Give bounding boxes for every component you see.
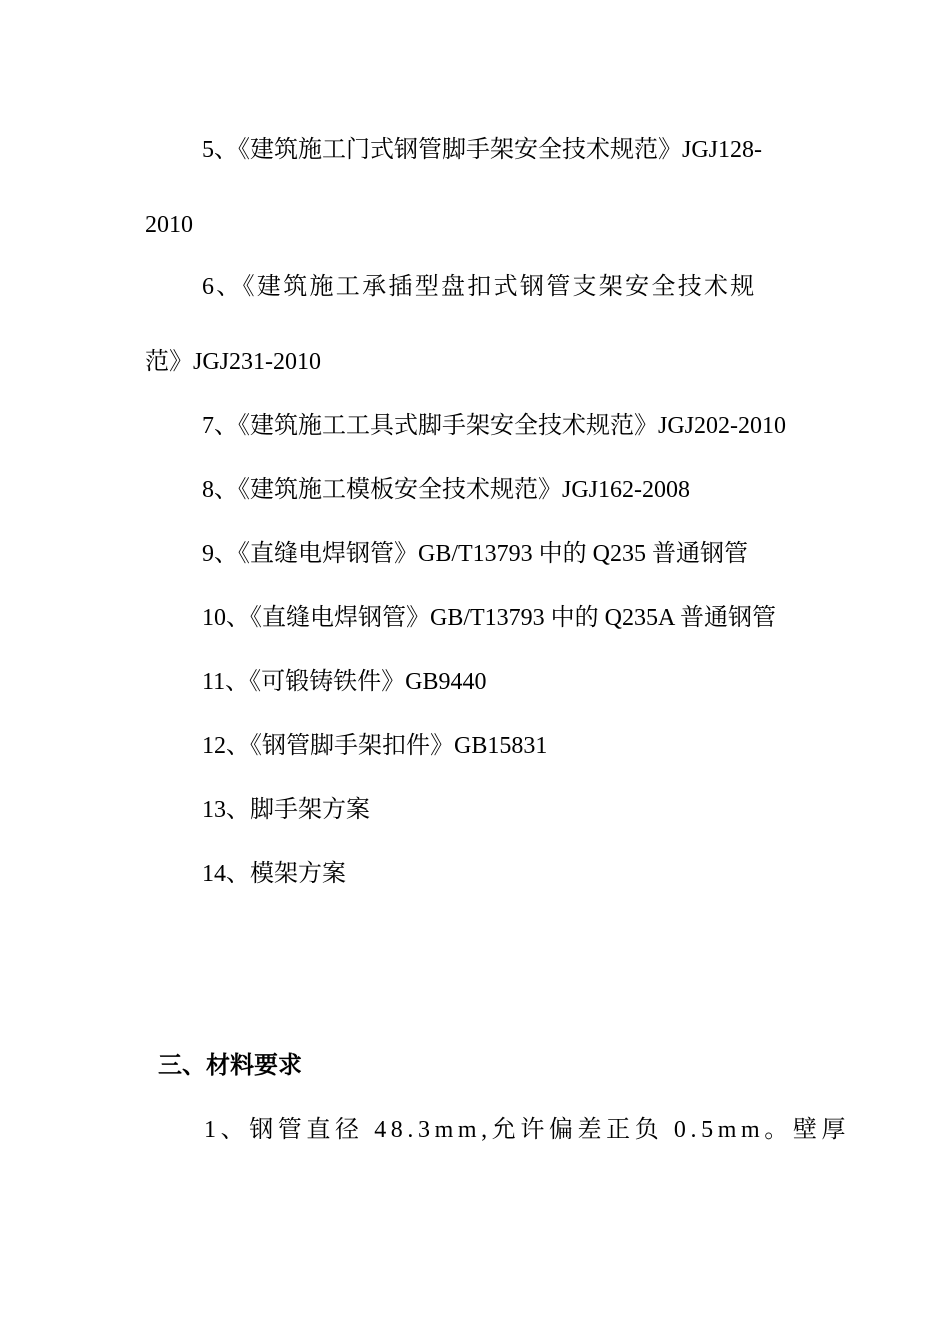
reference-item-6: 6、《建筑施工承插型盘扣式钢管支架安全技术规 — [202, 274, 757, 300]
reference-item-9: 9、《直缝电焊钢管》GB/T13793 中的 Q235 普通钢管 — [202, 541, 748, 567]
section-body-line: 1、钢管直径 48.3mm,允许偏差正负 0.5mm。壁厚 — [204, 1117, 851, 1143]
reference-item-11: 11、《可锻铸铁件》GB9440 — [202, 669, 487, 695]
reference-item-8: 8、《建筑施工模板安全技术规范》JGJ162-2008 — [202, 477, 691, 503]
reference-item-10: 10、《直缝电焊钢管》GB/T13793 中的 Q235A 普通钢管 — [202, 605, 777, 631]
reference-item-5-continuation: 2010 — [145, 212, 193, 238]
section-heading: 三、材料要求 — [158, 1053, 302, 1079]
reference-item-13: 13、脚手架方案 — [202, 797, 370, 823]
reference-item-6-continuation: 范》JGJ231-2010 — [145, 349, 322, 375]
reference-item-14: 14、模架方案 — [202, 861, 346, 887]
reference-item-12: 12、《钢管脚手架扣件》GB15831 — [202, 733, 548, 759]
reference-item-7: 7、《建筑施工工具式脚手架安全技术规范》JGJ202-2010 — [202, 413, 787, 439]
reference-item-5: 5、《建筑施工门式钢管脚手架安全技术规范》JGJ128- — [202, 137, 763, 163]
